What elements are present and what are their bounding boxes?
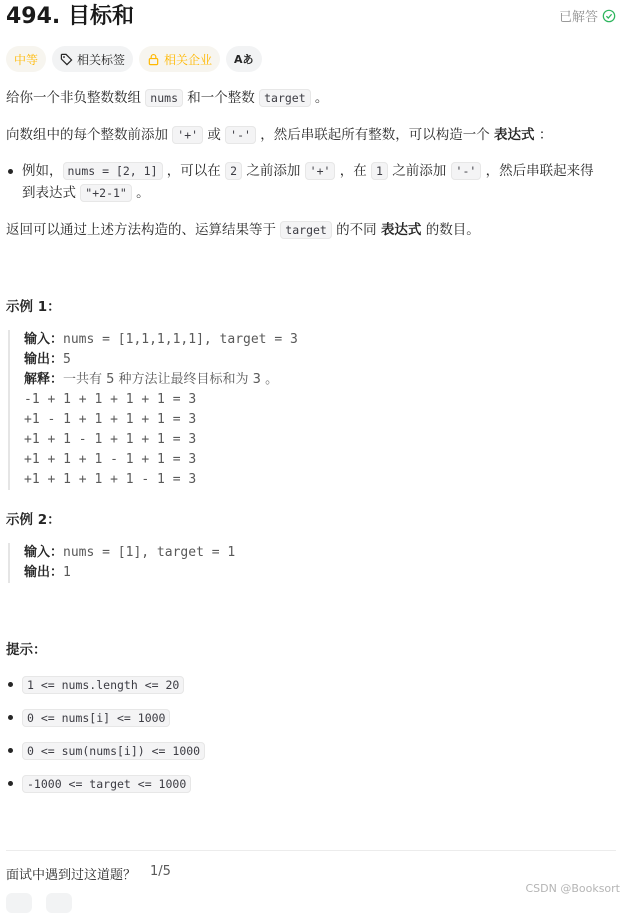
example-1-line: +1 - 1 + 1 + 1 + 1 = 3 [24,412,197,427]
difficulty-label: 中等 [14,52,39,67]
text: ，可以在 [162,163,226,179]
text: 之前添加 [242,163,305,179]
translate-icon: Aあ [234,53,254,66]
text: 和一个整数 [183,90,260,106]
code-plus: '+' [172,126,203,144]
code-plus: '+' [305,162,336,180]
example-2-heading: 示例 2： [6,512,61,528]
desc-paragraph-3 [6,219,480,241]
constraint-item [22,674,184,696]
tag-icon [60,53,73,66]
code-minus: '-' [225,126,256,144]
code-nums: nums [145,89,183,107]
desc-paragraph-1 [6,87,328,109]
solved-status [559,6,616,25]
explain-label: 解释： [24,372,64,387]
solved-label: 已解答 [558,10,598,25]
code-minus: '-' [451,162,482,180]
constraint-item [22,773,191,795]
text: ，然后串联起所有整数，可以构造一个 [255,127,495,143]
problem-title: 494. 目标和 [6,4,134,29]
watermark: CSDN @Booksort [525,882,620,895]
text: ，在 [335,163,372,179]
example-1-explanation [24,370,298,390]
bold-expression: 表达式 [380,222,422,238]
check-circle-icon [602,9,616,23]
lock-icon [147,53,160,66]
input-value: nums = [1,1,1,1,1], target = 3 [63,332,298,347]
constraints-heading: 提示： [6,642,47,658]
output-label: 输出： [24,352,64,367]
example-1-line: +1 + 1 + 1 + 1 - 1 = 3 [24,472,197,487]
bold-expression: 表达式 [494,127,535,143]
bullet-dot [8,781,13,786]
code-1: 1 [371,162,388,180]
example-1-block [8,330,298,490]
code-target: target [280,221,332,239]
input-label: 输入： [24,332,64,347]
text: 返回可以通过上述方法构造的、运算结果等于 [6,222,281,238]
example-2-input [24,543,235,563]
text: ： [534,127,553,143]
related-tags-button[interactable] [52,46,133,72]
text: ，然后串联起来得 [481,163,594,179]
code-example: nums = [2, 1] [63,162,163,180]
example-1-input [24,330,298,350]
text: 之前添加 [387,163,451,179]
example-1-line: -1 + 1 + 1 + 1 + 1 = 3 [24,392,197,407]
example-1-line: +1 + 1 + 1 - 1 + 1 = 3 [24,452,197,467]
text: 给你一个非负整数数组 [6,90,146,106]
desc-paragraph-2 [6,124,552,146]
output-label: 输出： [24,565,64,580]
example-2-output [24,563,235,583]
text: 的数目。 [421,222,480,238]
bullet-dot [8,682,13,687]
text: 或 [203,127,226,143]
code-2: 2 [225,162,242,180]
constraint-code: 0 <= sum(nums[i]) <= 1000 [22,742,205,760]
interview-question: 面试中遇到过这道题？ [6,868,137,883]
output-value: 5 [63,352,71,367]
constraint-code: 1 <= nums.length <= 20 [22,676,184,694]
text: 。 [131,185,150,201]
input-label: 输入： [24,545,64,560]
related-companies-label: 相关企业 [164,52,213,67]
divider [6,850,616,851]
text: 。 [310,90,329,106]
yes-button[interactable] [6,893,32,913]
interview-count: 1/5 [150,864,171,879]
desc-bullet-item [22,160,612,204]
interview-prompt [6,864,171,883]
related-tags-label: 相关标签 [77,52,126,67]
code-expression: "+2-1" [80,184,132,202]
text: 例如， [22,163,63,179]
constraint-item [22,740,205,762]
text: 的不同 [331,222,381,238]
difficulty-badge [6,46,46,72]
bullet-dot [8,748,13,753]
no-button[interactable] [46,893,72,913]
constraint-item [22,707,170,729]
translate-button[interactable] [226,46,262,72]
related-companies-button[interactable] [139,46,220,72]
input-value: nums = [1], target = 1 [63,545,236,560]
example-1-output [24,350,298,370]
constraint-code: -1000 <= target <= 1000 [22,775,191,793]
example-1-heading: 示例 1： [6,299,61,315]
constraint-code: 0 <= nums[i] <= 1000 [22,709,170,727]
example-1-line: +1 + 1 - 1 + 1 + 1 = 3 [24,432,197,447]
text: 到表达式 [22,185,81,201]
output-value: 1 [63,565,71,580]
example-2-block [8,543,235,583]
bullet-dot [8,715,13,720]
text: 向数组中的每个整数前添加 [6,127,173,143]
tag-bar [6,46,262,72]
bullet-dot [8,169,13,174]
code-target: target [259,89,311,107]
explain-value: 一共有 5 种方法让最终目标和为 3 。 [63,372,279,387]
